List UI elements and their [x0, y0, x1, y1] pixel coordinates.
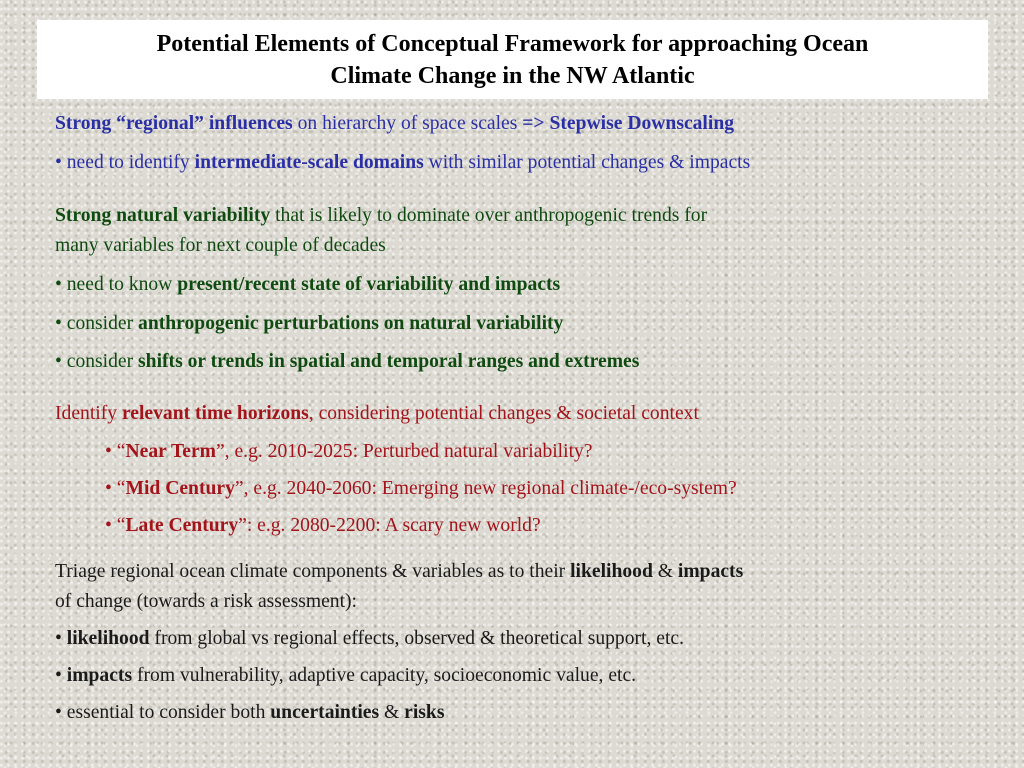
section3-heading [55, 402, 699, 426]
section2-b2-bold: anthropogenic perturbations on natural variability [138, 313, 564, 334]
section2-bullet-2 [55, 312, 563, 336]
time-horizon-suffix: ”, e.g. 2040-2060: Emerging new regional climate-/eco-system? [234, 478, 737, 499]
time-horizon-bold: Late Century [125, 515, 239, 536]
time-horizon-prefix: • “ [105, 478, 126, 499]
section3-heading-prefix: Identify [55, 403, 122, 424]
time-horizon-item [105, 514, 541, 538]
section2-b3-bold: shifts or trends in spatial and temporal ranges and extremes [138, 351, 640, 372]
time-horizon-suffix: ”, e.g. 2010-2025: Perturbed natural variability? [215, 441, 593, 462]
slide-title-line-1: Potential Elements of Conceptual Framework for approaching Ocean [156, 30, 869, 57]
section2-b1-prefix: • need to know [55, 274, 178, 295]
section1-heading [55, 112, 734, 136]
section4-bullet-3 [55, 701, 444, 725]
section4-heading-amp: & [652, 561, 678, 582]
section4-heading-line2: of change (towards a risk assessment): [55, 591, 357, 612]
section4-heading-prefix: Triage regional ocean climate components & variables as to their [55, 561, 571, 582]
section4-b3-amp: & [379, 702, 405, 723]
time-horizon-suffix: ”: e.g. 2080-2200: A scary new world? [238, 515, 541, 536]
time-horizon-prefix: • “ [105, 441, 126, 462]
section4-b3-prefix: • essential to consider both [55, 702, 271, 723]
section1-heading-bold2: => Stepwise Downscaling [522, 113, 735, 134]
section1-heading-bold: Strong “regional” influences [55, 113, 293, 134]
section2-heading-line2: many variables for next couple of decades [55, 235, 386, 256]
time-horizon-bold: Near Term [125, 441, 216, 462]
section4-b3-bold2: risks [404, 702, 445, 723]
section3-heading-suffix: , considering potential changes & societal context [308, 403, 699, 424]
section4-b2-suffix: from vulnerability, adaptive capacity, socioeconomic value, etc. [132, 665, 637, 686]
section4-heading [55, 560, 743, 584]
section2-bullet-3 [55, 350, 639, 374]
section4-b1-bold: likelihood [66, 628, 150, 649]
time-horizon-item [105, 477, 737, 501]
section1-bullet-prefix: • need to identify [55, 152, 195, 173]
time-horizon-item [105, 440, 593, 464]
section1-bullet-suffix: with similar potential changes & impacts [423, 152, 751, 173]
section4-bullet-1 [55, 627, 684, 651]
section1-bullet [55, 151, 750, 175]
time-horizon-bold: Mid Century [125, 478, 235, 499]
section4-b1-prefix: • [55, 628, 67, 649]
section2-b3-prefix: • consider [55, 351, 139, 372]
title-box [37, 20, 988, 99]
section2-b1-bold: present/recent state of variability and impacts [177, 274, 561, 295]
section4-b2-prefix: • [55, 665, 67, 686]
section2-b2-prefix: • consider [55, 313, 139, 334]
section2-bullet-1 [55, 273, 560, 297]
section4-bullet-2 [55, 664, 636, 688]
section2-heading-text: that is likely to dominate over anthropogenic trends for [270, 205, 708, 226]
time-horizon-prefix: • “ [105, 515, 126, 536]
slide-title-line-2: Climate Change in the NW Atlantic [330, 62, 695, 89]
section4-b2-bold: impacts [66, 665, 133, 686]
section4-heading-bold1: likelihood [570, 561, 653, 582]
section4-b3-bold1: uncertainties [270, 702, 380, 723]
section4-heading-bold2: impacts [677, 561, 744, 582]
section1-heading-text: on hierarchy of space scales [292, 113, 523, 134]
section2-heading [55, 204, 707, 228]
section1-bullet-bold: intermediate-scale domains [194, 152, 424, 173]
section4-b1-suffix: from global vs regional effects, observed & theoretical support, etc. [149, 628, 685, 649]
section3-heading-bold: relevant time horizons [121, 403, 309, 424]
section2-heading-bold: Strong natural variability [55, 205, 271, 226]
